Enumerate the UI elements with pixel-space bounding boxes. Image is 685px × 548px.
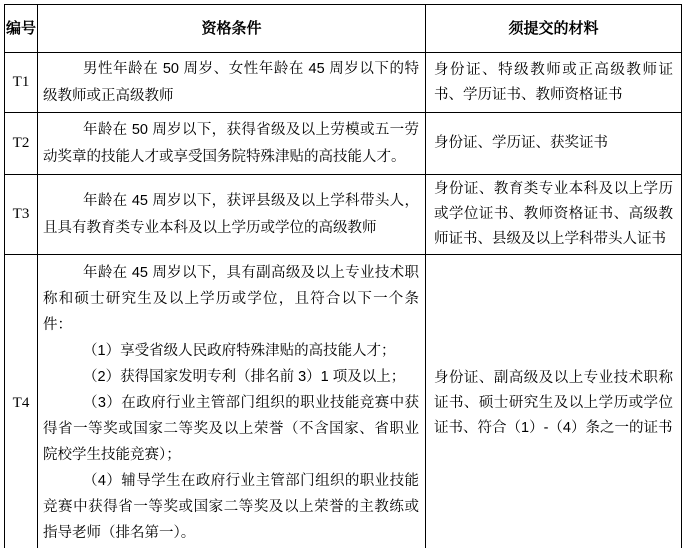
row-t4-materials: 身份证、副高级及以上专业技术职称证书、硕士研究生及以上学历或学位证书、符合（1）-（4）条之一的证书 xyxy=(426,255,682,548)
condition-paragraph: 年龄在 50 周岁以下，获得省级及以上劳模或五一劳动奖章的技能人才或享受国务院特殊津贴的高技能人才。 xyxy=(43,121,419,165)
table-row-t1 xyxy=(5,53,682,113)
row-t3-conditions xyxy=(38,175,426,255)
row-t2-id: T2 xyxy=(5,113,38,175)
row-t3-materials: 身份证、教育类专业本科及以上学历或学位证书、教师资格证书、高级教师证书、县级及以上学科带头人证书 xyxy=(426,175,682,255)
header-id: 编号 xyxy=(5,5,38,53)
condition-item-2: （2）获得国家发明专利（排名前 3）1 项及以上； xyxy=(83,369,406,385)
condition-item-3: （3）在政府行业主管部门组织的职业技能竞赛中获得省一等奖或国家二等奖及以上荣誉（不含国家、省职业院校学生技能竞赛）； xyxy=(43,395,419,463)
condition-item-4: （4）辅导学生在政府行业主管部门组织的职业技能竞赛中获得省一等奖或国家二等奖及以上荣誉的主教练或指导老师（排名第一）。 xyxy=(43,473,419,541)
qualification-table xyxy=(4,4,682,548)
table-row-t3 xyxy=(5,175,682,255)
row-t4-conditions xyxy=(38,255,426,548)
header-materials: 须提交的材料 xyxy=(426,5,682,53)
row-t2-materials: 身份证、学历证、获奖证书 xyxy=(426,113,682,175)
document-page xyxy=(0,4,685,548)
condition-paragraph: 男性年龄在 50 周岁、女性年龄在 45 周岁以下的特级教师或正高级教师 xyxy=(43,60,419,104)
table-row-t4 xyxy=(5,255,682,548)
header-conditions: 资格条件 xyxy=(38,5,426,53)
condition-item-1: （1）享受省级人民政府特殊津贴的高技能人才； xyxy=(83,343,396,359)
row-t4-id: T4 xyxy=(5,255,38,548)
condition-paragraph: 年龄在 45 周岁以下，获评县级及以上学科带头人，且具有教育类专业本科及以上学历或学位的高级教师 xyxy=(43,192,419,236)
row-t1-materials: 身份证、特级教师或正高级教师证书、学历证书、教师资格证书 xyxy=(426,53,682,113)
row-t2-conditions xyxy=(38,113,426,175)
condition-paragraph: 年龄在 45 周岁以下，具有副高级及以上专业技术职称和硕士研究生及以上学历或学位，且符合以下一个条件： xyxy=(43,265,419,333)
table-row-t2 xyxy=(5,113,682,175)
table-header-row xyxy=(5,5,682,53)
row-t3-id: T3 xyxy=(5,175,38,255)
row-t1-conditions xyxy=(38,53,426,113)
row-t1-id: T1 xyxy=(5,53,38,113)
